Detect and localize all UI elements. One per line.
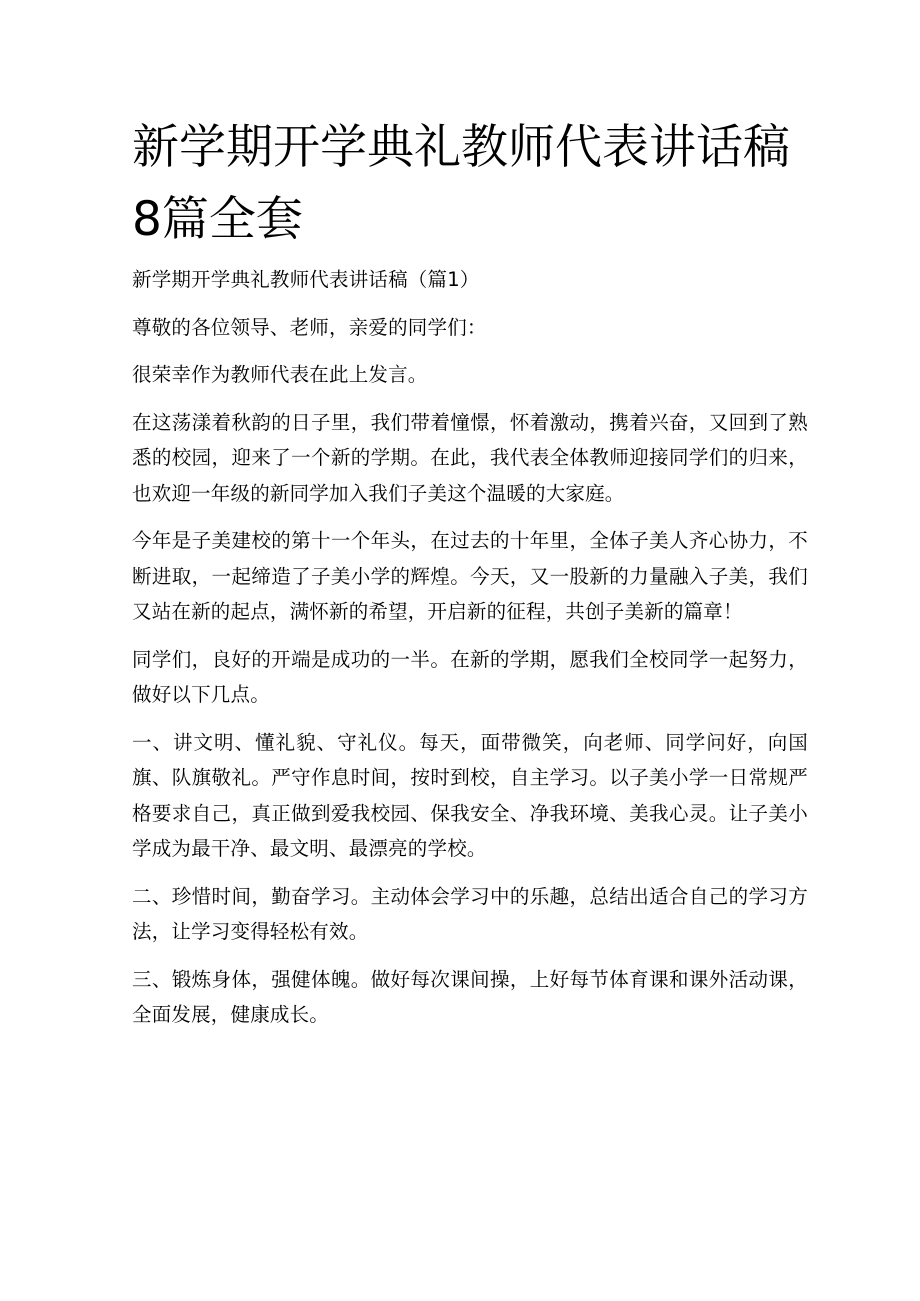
- document-body: [132, 262, 808, 1045]
- paragraph: 同学们，良好的开端是成功的一半。在新的学期，愿我们全校同学一起努力，做好以下几点。: [132, 647, 808, 706]
- list-item-3: 三、锻炼身体，强健体魄。做好每次课间操，上好每节体育课和课外活动课，全面发展，健康成长。: [132, 967, 808, 1026]
- salutation: 尊敬的各位领导、老师，亲爱的同学们：: [132, 315, 487, 339]
- section-heading: 新学期开学典礼教师代表讲话稿（篇1）: [132, 268, 480, 291]
- paragraph: 在这荡漾着秋韵的日子里，我们带着憧憬，怀着激动，携着兴奋，又回到了熟悉的校园，迎来了一个新的学期。在此，我代表全体教师迎接同学们的归来，也欢迎一年级的新同学加入我们子美这个温暖的大家庭。: [132, 410, 808, 505]
- document-title: 新学期开学典礼教师代表讲话稿8篇全套: [132, 120, 790, 247]
- paragraph: 很荣幸作为教师代表在此上发言。: [132, 363, 428, 386]
- list-item-2: 二、珍惜时间，勤奋学习。主动体会学习中的乐趣，总结出适合自己的学习方法，让学习变得轻松有效。: [132, 884, 808, 943]
- list-item-1: 一、讲文明、懂礼貌、守礼仪。每天，面带微笑，向老师、同学问好，向国旗、队旗敬礼。严守作息时间，按时到校，自主学习。以子美小学一日常规严格要求自己，真正做到爱我校园、保我安全、净我环境、美我心灵。让子美小学成为最干净、最文明、最漂亮的学校。: [132, 730, 808, 860]
- paragraph: 今年是子美建校的第十一个年头，在过去的十年里，全体子美人齐心协力，不断进取，一起缔造了子美小学的辉煌。今天，又一股新的力量融入子美，我们又站在新的起点，满怀新的希望，开启新的征程，共创子美新的篇章！: [132, 529, 808, 623]
